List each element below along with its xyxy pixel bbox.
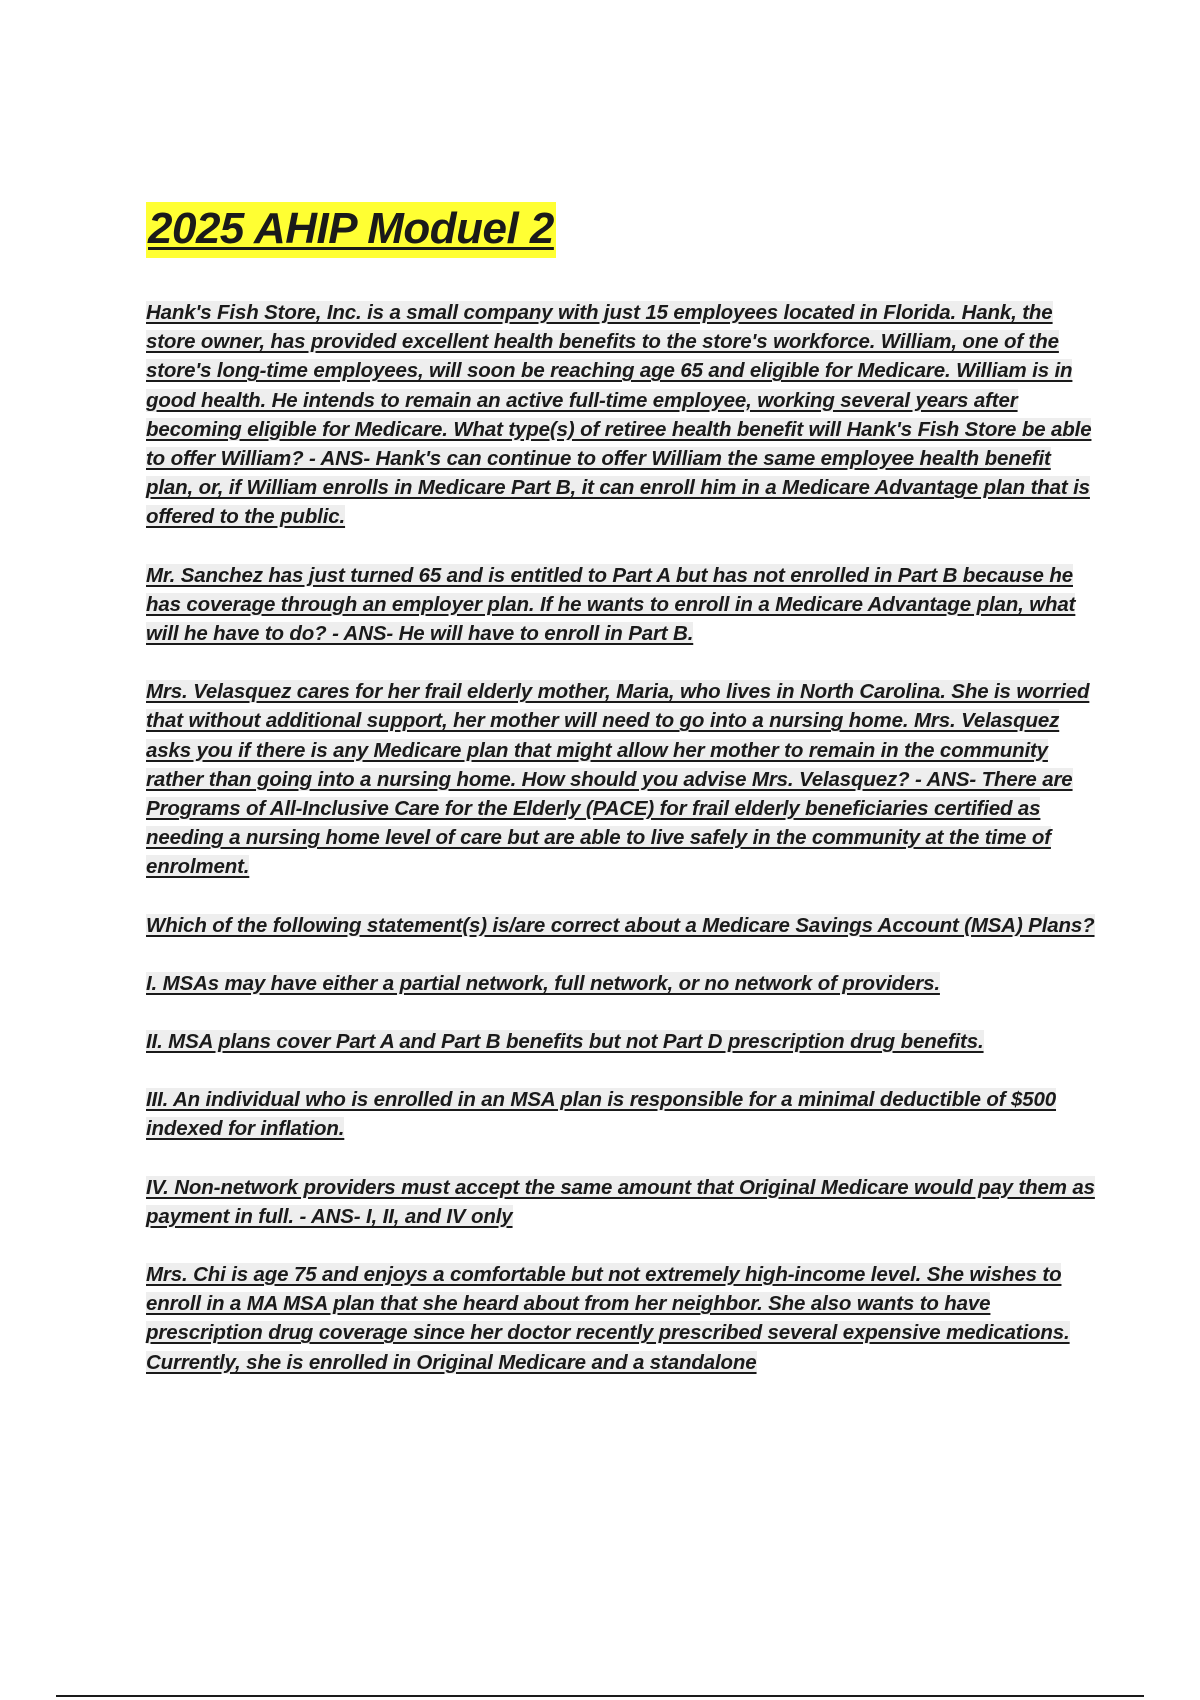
paragraph-text: Mrs. Velasquez cares for her frail elderly mother, Maria, who lives in North Carolina. She is worried that without additional support, her mother will need to go into a nursing home. Mrs. Velasquez asks you if there is any Medicare plan that might allow her mother to remain in the community rather than going into a nursing home. How should you advise Mrs. Velasquez? - ANS- There are Programs of All-Inclusive Care for the Elderly (PACE) for frail elderly beneficiaries certified as needing a nursing home level of care but are able to live safely in the community at the time of enrolment. bbox=[146, 680, 1090, 879]
paragraph-text: Hank's Fish Store, Inc. is a small company with just 15 employees located in Florida. Hank, the store owner, has provided excellent health benefits to the store's workforce. William, one of the store's long-time employees, will soon be reaching age 65 and eligible for Medicare. William is in good health. He intends to remain an active full-time employee, working several years after becoming eligible for Medicare. What type(s) of retiree health benefit will Hank's Fish Store be able to offer William? - ANS- Hank's can continue to offer William the same employee health benefit plan, or, if William enrolls in Medicare Part B, it can enroll him in a Medicare Advantage plan that is offered to the public. bbox=[146, 301, 1092, 529]
paragraph-msa-question bbox=[146, 911, 1096, 940]
paragraph-mrs-velasquez bbox=[146, 677, 1096, 881]
paragraph-msa-statement-4 bbox=[146, 1173, 1096, 1231]
page-bottom-divider bbox=[56, 1695, 1144, 1697]
paragraph-mr-sanchez bbox=[146, 561, 1096, 649]
paragraph-text: IV. Non-network providers must accept the same amount that Original Medicare would pay them as payment in full. - ANS- I, II, and IV only bbox=[146, 1175, 1095, 1228]
paragraph-text: Mr. Sanchez has just turned 65 and is entitled to Part A but has not enrolled in Part B because he has coverage through an employer plan. If he wants to enroll in a Medicare Advantage plan, what will he have to do? - ANS- He will have to enroll in Part B. bbox=[146, 563, 1076, 646]
paragraph-hanks-fish-store bbox=[146, 298, 1096, 532]
paragraph-mrs-chi bbox=[146, 1260, 1096, 1377]
paragraph-msa-statement-3 bbox=[146, 1085, 1096, 1143]
paragraph-msa-statement-2 bbox=[146, 1027, 1096, 1056]
paragraph-text: III. An individual who is enrolled in an MSA plan is responsible for a minimal deductible of $500 indexed for inflation. bbox=[146, 1088, 1057, 1141]
paragraph-text: Mrs. Chi is age 75 and enjoys a comfortable but not extremely high-income level. She wishes to enroll in a MA MSA plan that she heard about from her neighbor. She also wants to have prescription drug coverage since her doctor recently prescribed several expensive medications. Currently, she is enrolled in Original Medicare and a standalone bbox=[146, 1263, 1070, 1374]
paragraph-text: II. MSA plans cover Part A and Part B benefits but not Part D prescription drug benefits. bbox=[146, 1030, 984, 1054]
document-title: 2025 AHIP Moduel 2 bbox=[146, 202, 556, 258]
paragraph-text: Which of the following statement(s) is/are correct about a Medicare Savings Account (MSA) Plans? bbox=[146, 913, 1095, 937]
paragraph-text: I. MSAs may have either a partial network, full network, or no network of providers. bbox=[146, 971, 940, 995]
document-body bbox=[146, 298, 1096, 1406]
paragraph-msa-statement-1 bbox=[146, 969, 1096, 998]
